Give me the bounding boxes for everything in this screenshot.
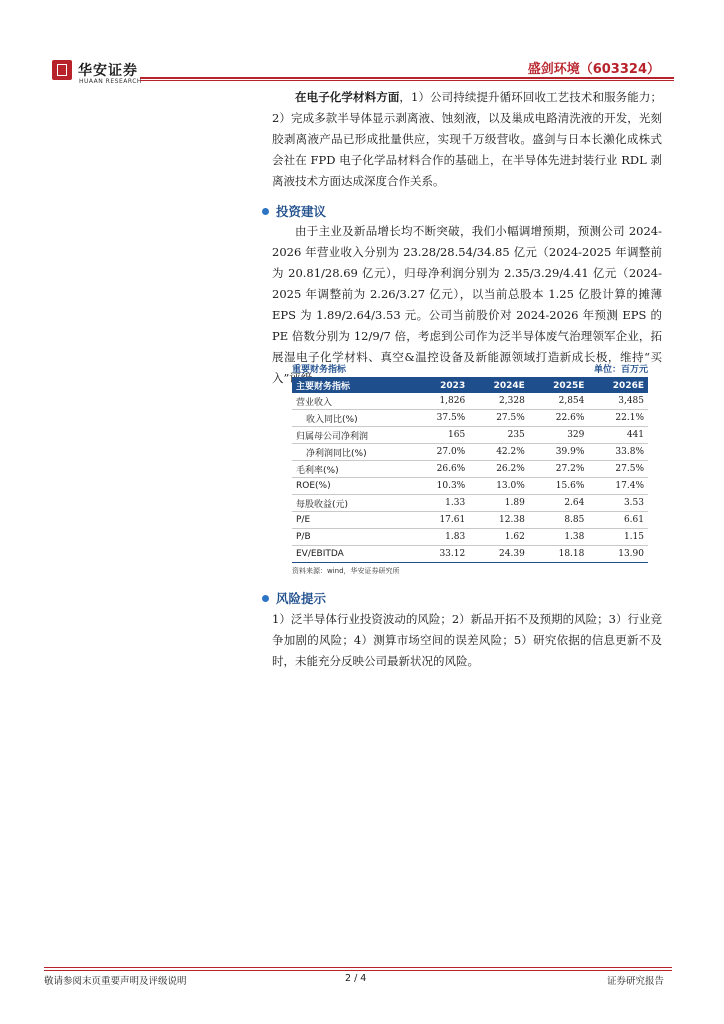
table-header-cell: 2026E bbox=[612, 380, 644, 391]
table-row bbox=[292, 529, 648, 546]
table-cell: 27.2% bbox=[529, 461, 589, 478]
table-cell: 27.0% bbox=[414, 444, 470, 461]
table-cell: 17.4% bbox=[588, 478, 648, 495]
table-caption bbox=[292, 363, 648, 378]
table-header-cell: 2025E bbox=[553, 380, 585, 391]
table-caption-unit: 单位：百万元 bbox=[593, 365, 648, 375]
table-cell: 33.8% bbox=[588, 444, 648, 461]
table-cell: 26.6% bbox=[414, 461, 470, 478]
table-cell: 329 bbox=[529, 427, 589, 444]
table-cell: 1.89 bbox=[469, 495, 529, 512]
table-cell: 22.6% bbox=[529, 410, 589, 427]
table-cell: 18.18 bbox=[529, 546, 589, 563]
table-cell: 6.61 bbox=[588, 512, 648, 529]
footer-report-type: 证券研究报告 bbox=[606, 976, 664, 987]
table-header-cell: 2023 bbox=[440, 380, 466, 391]
table-source: 资料来源：wind，华安证券研究所 bbox=[292, 567, 400, 575]
table-cell: 1,826 bbox=[414, 393, 470, 410]
table-cell: 165 bbox=[414, 427, 470, 444]
table-cell: 15.6% bbox=[529, 478, 589, 495]
footer-divider-thin bbox=[44, 970, 672, 971]
table-row bbox=[292, 495, 648, 512]
table-row-label: 收入同比(%) bbox=[292, 410, 414, 427]
table-row-label: P/B bbox=[292, 529, 414, 546]
table-cell: 10.3% bbox=[414, 478, 470, 495]
table-cell: 17.61 bbox=[414, 512, 470, 529]
table-cell: 13.90 bbox=[588, 546, 648, 563]
table-cell: 8.85 bbox=[529, 512, 589, 529]
footer-disclaimer: 敬请参阅末页重要声明及评级说明 bbox=[44, 976, 187, 987]
table-cell: 24.39 bbox=[469, 546, 529, 563]
footer-divider bbox=[44, 967, 672, 968]
table-row-label: 每股收益(元) bbox=[292, 495, 414, 512]
table-caption-title: 重要财务指标 bbox=[292, 365, 347, 375]
table-row-label: EV/EBITDA bbox=[292, 546, 414, 563]
table-cell: 22.1% bbox=[588, 410, 648, 427]
table-header-cell: 主要财务指标 bbox=[296, 382, 351, 392]
table-cell: 12.38 bbox=[469, 512, 529, 529]
intro-lead: 在电子化学材料方面 bbox=[295, 90, 400, 104]
section-title-risk: 风险提示 bbox=[262, 589, 326, 607]
table-row bbox=[292, 478, 648, 495]
table-row bbox=[292, 512, 648, 529]
table-cell: 42.2% bbox=[469, 444, 529, 461]
table-cell: 26.2% bbox=[469, 461, 529, 478]
table-cell: 13.0% bbox=[469, 478, 529, 495]
logo-subtext: HUAAN RESEARCH bbox=[79, 78, 142, 85]
table-row bbox=[292, 393, 648, 410]
bullet-icon bbox=[262, 208, 269, 215]
table-cell: 1.33 bbox=[414, 495, 470, 512]
table-row bbox=[292, 444, 648, 461]
table-cell: 1.83 bbox=[414, 529, 470, 546]
table-row bbox=[292, 410, 648, 427]
table-header-row bbox=[292, 378, 648, 393]
table-cell: 1.15 bbox=[588, 529, 648, 546]
section-title-invest: 投资建议 bbox=[262, 202, 326, 220]
company-title: 盛剑环境（603324） bbox=[527, 62, 660, 77]
table-cell: 3,485 bbox=[588, 393, 648, 410]
table-row bbox=[292, 427, 648, 444]
financial-table-block bbox=[292, 363, 648, 576]
header-divider-thin bbox=[140, 80, 674, 81]
table-cell: 441 bbox=[588, 427, 648, 444]
intro-paragraph bbox=[272, 87, 662, 192]
logo-icon bbox=[52, 60, 72, 80]
page-number: 2 / 4 bbox=[345, 973, 367, 984]
logo-text: 华安证券 bbox=[78, 63, 138, 79]
table-cell: 1.62 bbox=[469, 529, 529, 546]
table-cell: 39.9% bbox=[529, 444, 589, 461]
table-cell: 27.5% bbox=[469, 410, 529, 427]
table-row-label: P/E bbox=[292, 512, 414, 529]
risk-paragraph: 1）泛半导体行业投资波动的风险；2）新品开拓不及预期的风险；3）行业竞争加剧的风险；4）测算市场空间的误差风险；5）研究依据的信息更新不及时，未能充分反映公司最新状况的风险。 bbox=[272, 612, 662, 668]
header-divider bbox=[140, 77, 674, 79]
table-row-label: 营业收入 bbox=[292, 393, 414, 410]
bullet-icon bbox=[262, 595, 269, 602]
table-cell: 33.12 bbox=[414, 546, 470, 563]
table-cell: 2.64 bbox=[529, 495, 589, 512]
intro-text: ，1）公司持续提升循环回收工艺技术和服务能力；2）完成多款半导体显示剥离液、蚀刻液，以及巢成电路清洗液的开发，光刻胶剥离液产品已形成批量供应，实现千万级营收。盛剑与日本长濑化成株式会社在 FPD 电子化学品材料合作的基础上，在半导体先进封装行业 RDL 剥离液技术方面达成深度合作关系。 bbox=[272, 90, 662, 188]
table-cell: 2,328 bbox=[469, 393, 529, 410]
table-row-label: 毛利率(%) bbox=[292, 461, 414, 478]
table-cell: 235 bbox=[469, 427, 529, 444]
table-cell: 27.5% bbox=[588, 461, 648, 478]
invest-paragraph: 由于主业及新品增长均不断突破，我们小幅调增预期，预测公司 2024-2026 年营业收入分别为 23.28/28.54/34.85 亿元（2024-2025 年调整前为 20.81/28.69 亿元），归母净利润分别为 2.35/3.29/4.41 亿元（2024-2025 年调整前为 2.26/3.27 亿元），以当前总股本 1.25 亿股计算的摊薄 EPS 为 1.89/2.64/3.53 元。公司当前股价对 2024-2026 年预测 EPS 的 PE 倍数分别为 12/9/7 倍，考虑到公司作为泛半导体废气治理领军企业，拓展湿电子化学材料、真空&温控设备及新能源领域打造新成长极，维持“买入”评级。 bbox=[272, 224, 662, 385]
table-header-cell: 2024E bbox=[493, 380, 525, 391]
table-cell: 1.38 bbox=[529, 529, 589, 546]
table-cell: 3.53 bbox=[588, 495, 648, 512]
table-row bbox=[292, 546, 648, 563]
table-row-label: 净利润同比(%) bbox=[292, 444, 414, 461]
table-cell: 2,854 bbox=[529, 393, 589, 410]
table-row bbox=[292, 461, 648, 478]
table-body bbox=[292, 393, 648, 563]
table-cell: 37.5% bbox=[414, 410, 470, 427]
table-row-label: 归属母公司净利润 bbox=[292, 427, 414, 444]
table-row-label: ROE(%) bbox=[292, 478, 414, 495]
financial-table bbox=[292, 378, 648, 563]
